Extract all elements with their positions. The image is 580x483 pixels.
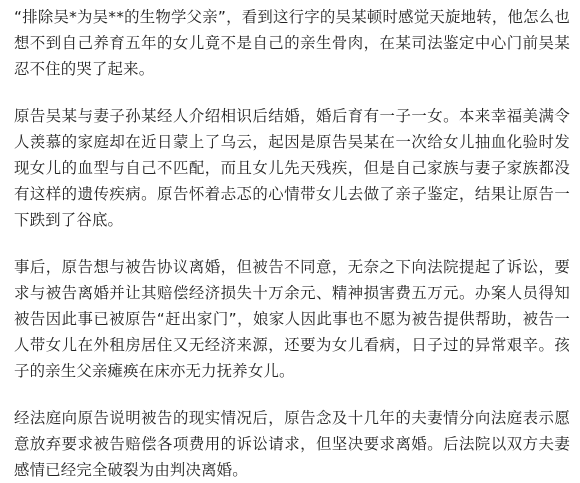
article-body: [14, 4, 570, 483]
paragraph-3: 事后，原告想与被告协议离婚，但被告不同意，无奈之下向法院提起了诉讼，要求与被告离婚并让其赔偿经济损失十万余元、精神损害费五万元。办案人员得知被告因此事已被原告“赶出家门”，娘家人因此事也不愿为被告提供帮助，被告一人带女儿在外租房居住又无经济来源，还要为女儿看病，日子过的异常艰辛。孩子的亲生父亲瘫痪在床亦无力抚养女儿。: [14, 258, 570, 380]
paragraph-2: 原告吴某与妻子孙某经人介绍相识后结婚，婚后育有一子一女。本来幸福美满令人羡慕的家庭却在近日蒙上了乌云，起因是原告吴某在一次给女儿抽血化验时发现女儿的血型与自己不匹配，而且女儿先天残疾，但是自己家族与妻子家族都没有这样的遗传疾病。原告怀着忐忑的心情带女儿去做了亲子鉴定，结果让原告一下跌到了谷底。: [14, 107, 570, 229]
paragraph-4: 经法庭向原告说明被告的现实情况后，原告念及十几年的夫妻情分向法庭表示愿意放弃要求被告赔偿各项费用的诉讼请求，但坚决要求离婚。后法院以双方夫妻感情已经完全破裂为由判决离婚。: [14, 409, 570, 479]
paragraph-1: “排除吴*为吴**的生物学父亲”，看到这行字的吴某顿时感觉天旋地转，他怎么也想不到自己养育五年的女儿竟不是自己的亲生骨肉，在某司法鉴定中心门前吴某忍不住的哭了起来。: [14, 8, 570, 78]
